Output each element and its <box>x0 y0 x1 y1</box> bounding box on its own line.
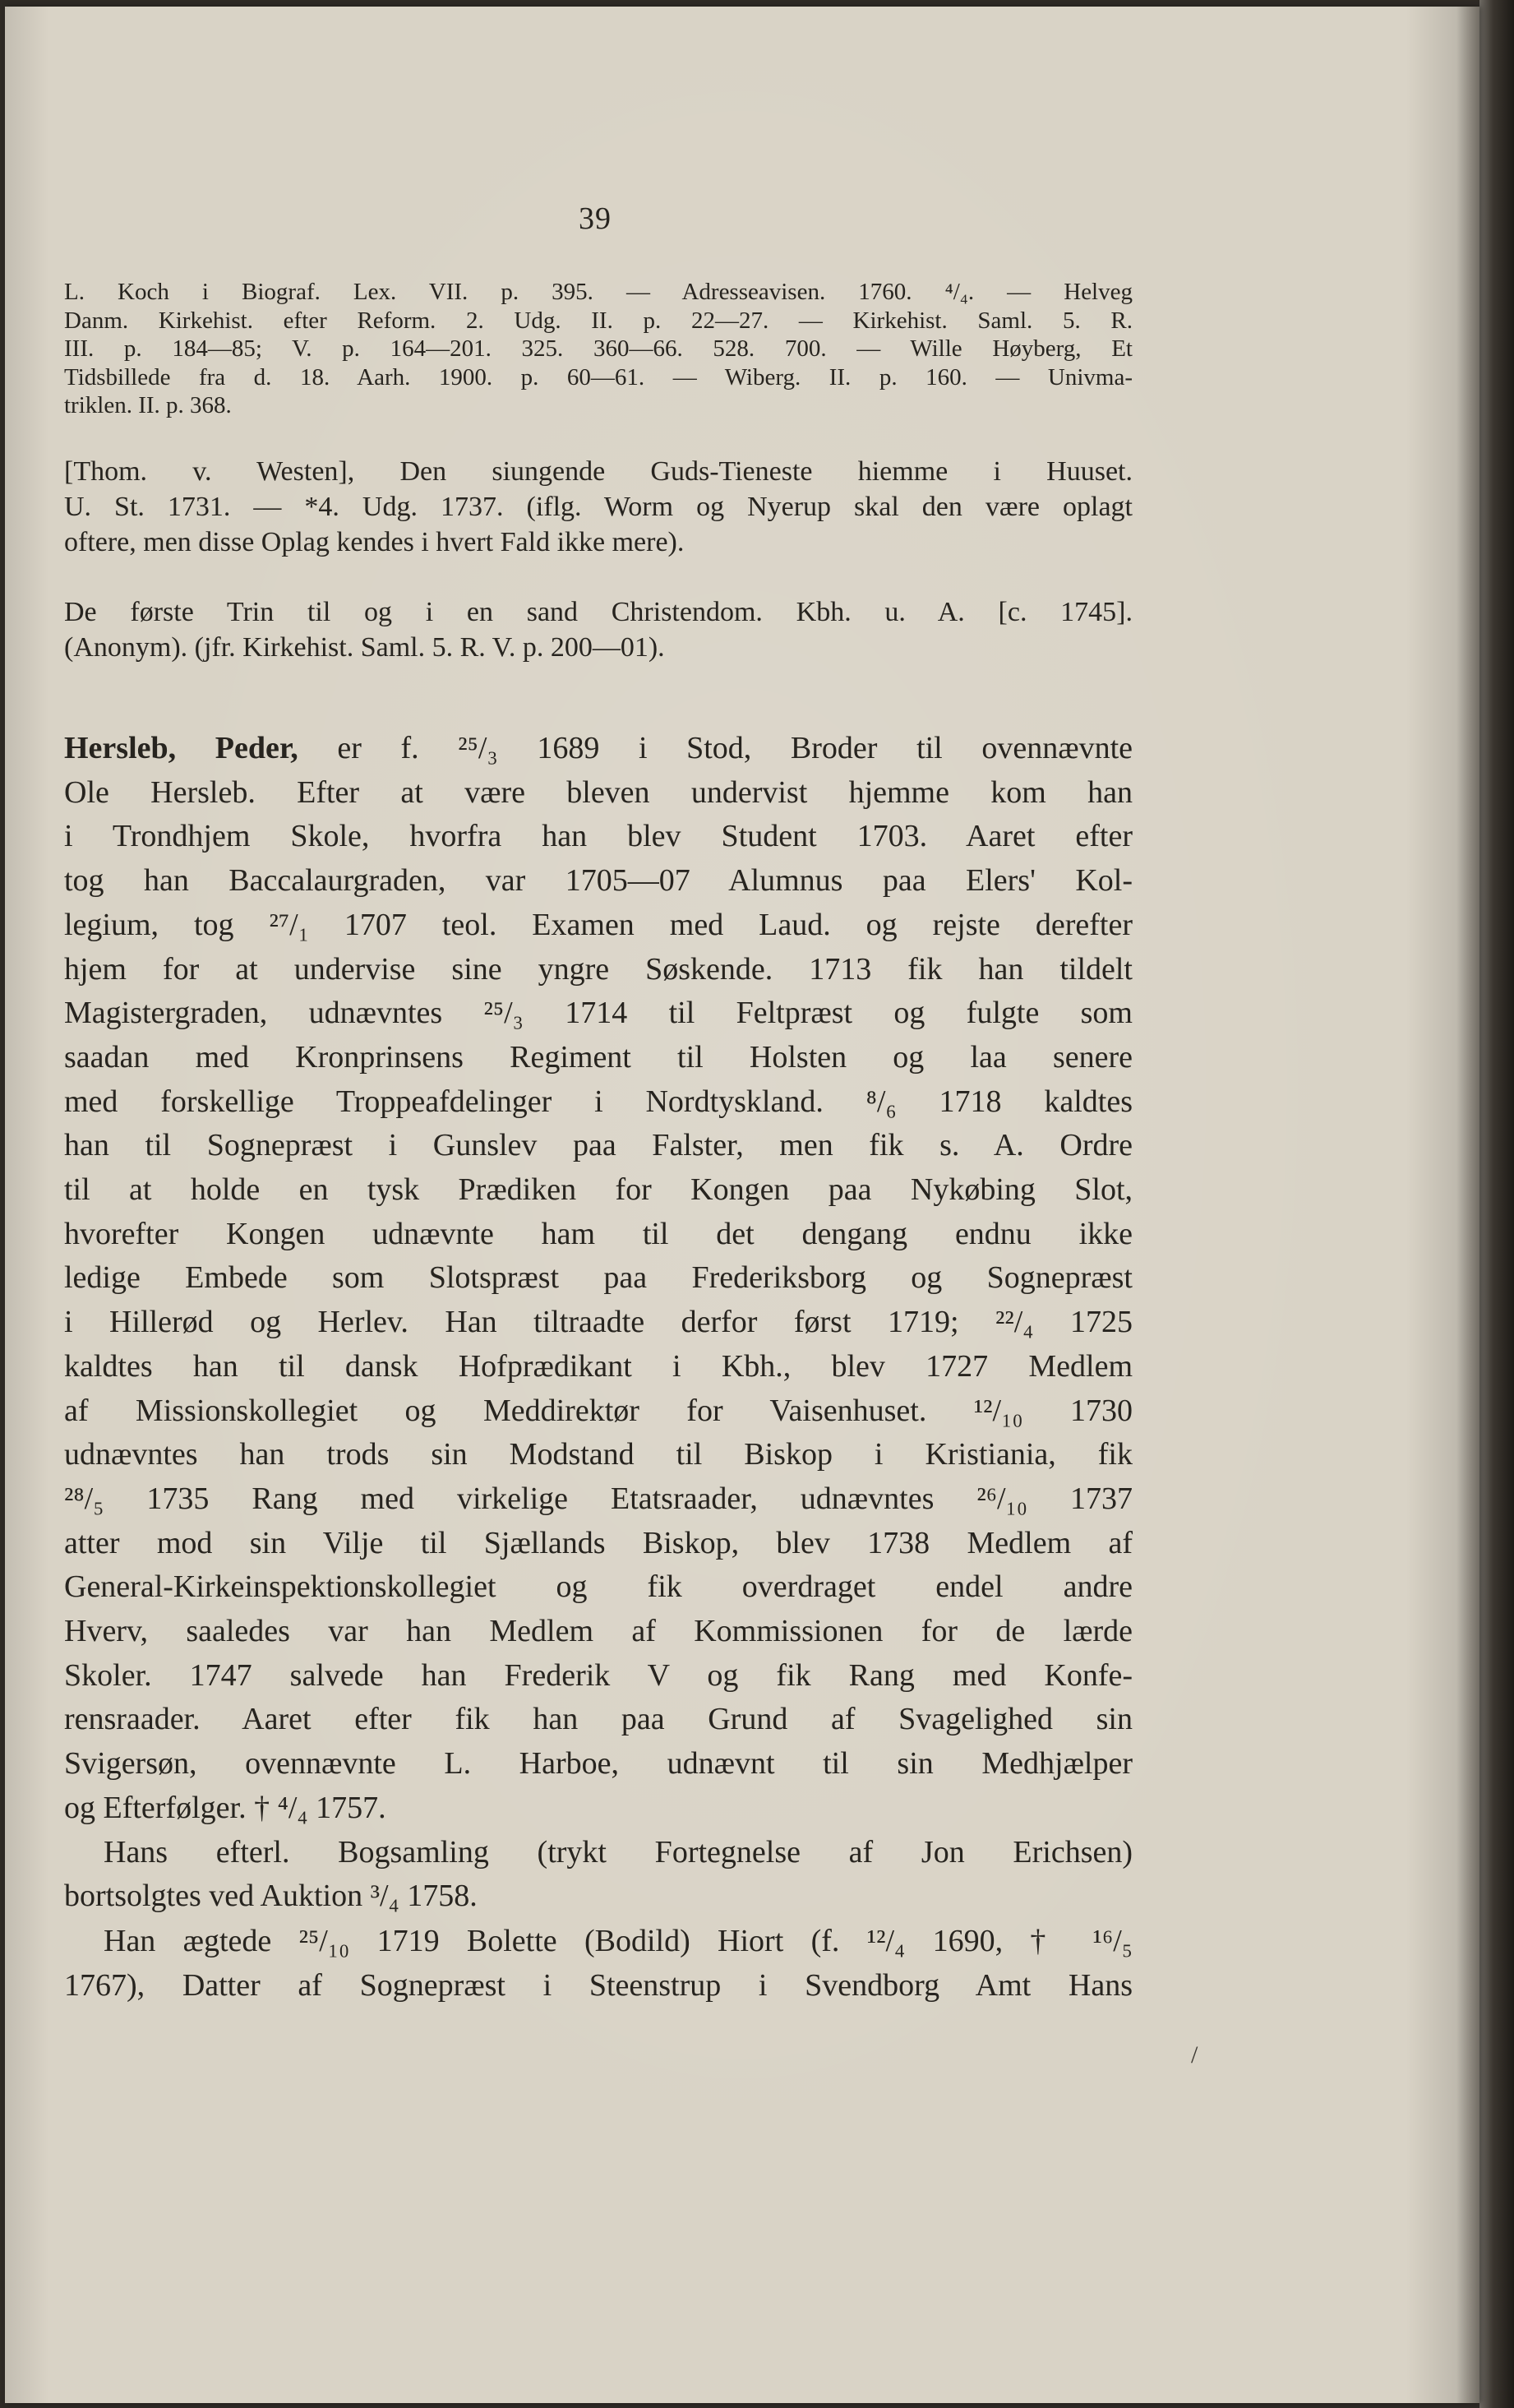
first-line-text: er f. ²⁵/₃ 1689 i Stod, Broder til ovennævnte <box>298 731 1133 765</box>
biography-line: hjem for at undervise sine yngre Søskende. 1713 fik han tildelt <box>64 951 1133 987</box>
reference-line: triklen. II. p. 368. <box>64 392 232 418</box>
page-number: 39 <box>579 201 612 236</box>
reference-line: Tidsbillede fra d. 18. Aarh. 1900. p. 60—61. — Wiberg. II. p. 160. — Univma- <box>64 363 1133 391</box>
reference-line: L. Koch i Biograf. Lex. VII. p. 395. — Adresseavisen. 1760. ⁴/₄. — Helveg <box>64 279 1133 305</box>
biography-line: tog han Baccalaurgraden, var 1705—07 Alumnus paa Elers' Kol- <box>64 863 1133 899</box>
biography-hersleb <box>64 727 1133 1831</box>
biography-line: legium, tog ²⁷/₁ 1707 teol. Examen med Laud. og rejste derefter <box>64 907 1133 942</box>
biography-line: Ole Hersleb. Efter at være bleven undervist hjemme kom han <box>64 774 1133 810</box>
paragraph-line: 1767), Datter af Sognepræst i Steenstrup i Svendborg Amt Hans <box>64 1968 1133 2003</box>
biography-line: Svigersøn, ovennævnte L. Harboe, udnævnt til sin Medhjælper <box>64 1746 1133 1782</box>
bibliography-entry-anonym <box>64 594 1133 665</box>
entry-line: (Anonym). (jfr. Kirkehist. Saml. 5. R. V. p. 200—01). <box>64 632 665 663</box>
biography-line: General-Kirkeinspektionskollegiet og fik overdraget endel andre <box>64 1569 1133 1605</box>
biography-line: Skoler. 1747 salvede han Frederik V og fik Rang med Konfe- <box>64 1657 1133 1693</box>
biography-line: saadan med Kronprinsens Regiment til Holsten og laa senere <box>64 1039 1133 1075</box>
biography-line: til at holde en tysk Prædiken for Kongen paa Nykøbing Slot, <box>64 1172 1133 1208</box>
book-collection-paragraph-cont <box>64 1874 1133 1919</box>
marriage-paragraph-cont <box>64 1964 1133 2008</box>
biography-line: og Efterfølger. † ⁴/₄ 1757. <box>64 1790 386 1825</box>
person-name: Hersleb, Peder, <box>64 731 298 765</box>
biography-line: kaldtes han til dansk Hofprædikant i Kbh., blev 1727 Medlem <box>64 1348 1133 1384</box>
paragraph-line: bortsolgtes ved Auktion ³/₄ 1758. <box>64 1879 478 1913</box>
biography-line: ledige Embede som Slotspræst paa Frederiksborg og Sognepræst <box>64 1260 1133 1296</box>
reference-line: III. p. 184—85; V. p. 164—201. 325. 360—66. 528. 700. — Wille Høyberg, Et <box>64 335 1133 362</box>
biography-line: hvorefter Kongen udnævnte ham til det dengang endnu ikke <box>64 1216 1133 1251</box>
paragraph-line: Hans efterl. Bogsamling (trykt Fortegnelse af Jon Erichsen) <box>104 1835 1133 1870</box>
marriage-paragraph <box>64 1920 1133 1964</box>
biography-line: rensraader. Aaret efter fik han paa Grund af Svagelighed sin <box>64 1702 1133 1737</box>
biography-line: med forskellige Troppeafdelinger i Nordtyskland. ⁸/₆ 1718 kaldtes <box>64 1084 1133 1119</box>
entry-line: De første Trin til og i en sand Christendom. Kbh. u. A. [c. 1745]. <box>64 597 1133 627</box>
biography-line: Magistergraden, udnævntes ²⁵/₃ 1714 til Feltpræst og fulgte som <box>64 996 1133 1031</box>
paragraph-line: Han ægtede ²⁵/₁₀ 1719 Bolette (Bodild) Hiort (f. ¹²/₄ 1690, † ¹⁶/₅ <box>104 1924 1133 1958</box>
biography-line: udnævntes han trods sin Modstand til Biskop i Kristiania, fik <box>64 1437 1133 1472</box>
reference-line: Danm. Kirkehist. efter Reform. 2. Udg. II. p. 22—27. — Kirkehist. Saml. 5. R. <box>64 307 1133 334</box>
biography-line: i Hillerød og Herlev. Han tiltraadte derfor først 1719; ²²/₄ 1725 <box>64 1305 1133 1340</box>
margin-pencil-mark: / <box>1191 2041 1198 2068</box>
bibliography-entry-westen <box>64 454 1133 560</box>
biography-line: atter mod sin Vilje til Sjællands Biskop, blev 1738 Medlem af <box>64 1525 1133 1560</box>
biography-line: Hverv, saaledes var han Medlem af Kommissionen for de lærde <box>64 1614 1133 1649</box>
paper-page <box>5 7 1479 2403</box>
biography-line: i Trondhjem Skole, hvorfra han blev Student 1703. Aaret efter <box>64 819 1133 854</box>
biography-line: af Missionskollegiet og Meddirektør for Vaisenhuset. ¹²/₁₀ 1730 <box>64 1393 1133 1428</box>
binding-shadow <box>1456 7 1479 2403</box>
entry-line: U. St. 1731. — *4. Udg. 1737. (iflg. Worm og Nyerup skal den være oplagt <box>64 492 1133 522</box>
entry-line: oftere, men disse Oplag kendes i hvert Fald ikke mere). <box>64 527 685 557</box>
references-block <box>64 278 1133 420</box>
biography-first-line <box>64 727 1133 771</box>
book-collection-paragraph <box>64 1831 1133 1875</box>
entry-line: [Thom. v. Westen], Den siungende Guds-Tieneste hiemme i Huuset. <box>64 456 1133 487</box>
biography-line: ²⁸/₅ 1735 Rang med virkelige Etatsraader, udnævntes ²⁶/₁₀ 1737 <box>64 1481 1133 1516</box>
biography-line: han til Sognepræst i Gunslev paa Falster, men fik s. A. Ordre <box>64 1128 1133 1163</box>
book-spine-edge <box>1479 0 1514 2408</box>
